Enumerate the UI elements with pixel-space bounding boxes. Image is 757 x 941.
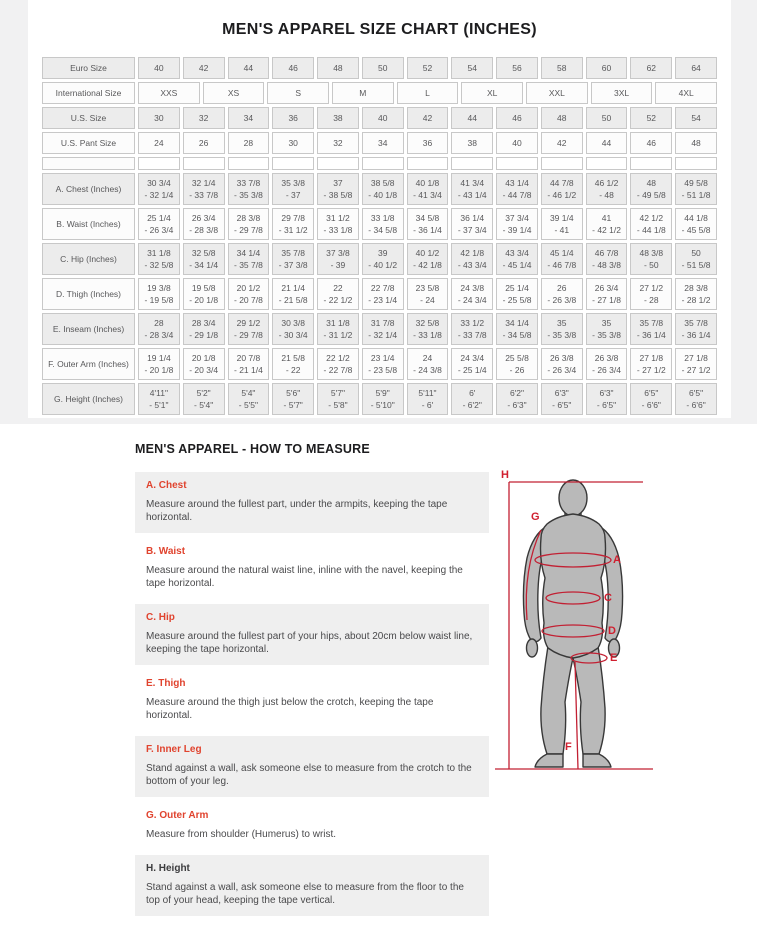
size-chart-row xyxy=(42,82,717,104)
size-cell: 40 xyxy=(138,57,180,79)
row-label: U.S. Size xyxy=(42,107,135,129)
body-figure-svg xyxy=(491,468,659,786)
size-cell: 24 3/4 - 25 1/4 xyxy=(451,348,493,380)
size-chart-row xyxy=(42,132,717,154)
size-cell: 44 xyxy=(586,132,628,154)
size-cell: 19 1/4 - 20 1/8 xyxy=(138,348,180,380)
size-cell: 44 7/8 - 46 1/2 xyxy=(541,173,583,205)
size-chart-panel xyxy=(28,0,731,418)
measure-item-text: Measure around the natural waist line, inline with the navel, keeping the tape horizontal. xyxy=(146,565,463,589)
size-cell: M xyxy=(332,82,394,104)
size-cell: 6'2" - 6'3" xyxy=(496,383,538,415)
size-cell: 33 1/2 - 33 7/8 xyxy=(451,313,493,345)
measure-item-text: Measure around the thigh just below the crotch, keeping the tape horizontal. xyxy=(146,697,434,721)
diagram-label-thigh: E xyxy=(610,652,618,664)
size-cell: XS xyxy=(203,82,265,104)
size-select-box[interactable] xyxy=(362,157,404,170)
size-cell: 31 7/8 - 32 1/4 xyxy=(362,313,404,345)
size-cell: 39 - 40 1/2 xyxy=(362,243,404,275)
size-cell: 35 - 35 3/8 xyxy=(541,313,583,345)
size-chart-section xyxy=(0,0,757,424)
row-label: U.S. Pant Size xyxy=(42,132,135,154)
size-cell: 25 1/4 - 26 3/4 xyxy=(138,208,180,240)
size-cell: 42 xyxy=(541,132,583,154)
size-cell: XXS xyxy=(138,82,200,104)
size-cell: 48 xyxy=(317,57,359,79)
measure-item xyxy=(135,472,489,533)
size-cell: 29 7/8 - 31 1/2 xyxy=(272,208,314,240)
size-cell: 34 xyxy=(362,132,404,154)
size-cell: 5'11" - 6' xyxy=(407,383,449,415)
row-label: C. Hip (Inches) xyxy=(42,243,135,275)
measure-item-heading: B. Waist xyxy=(146,546,186,557)
size-cell: 42 xyxy=(407,107,449,129)
size-chart-row xyxy=(42,243,717,275)
size-cell: 6'3" - 6'5" xyxy=(541,383,583,415)
size-chart-row xyxy=(42,383,717,415)
measure-item xyxy=(135,670,489,731)
size-cell: 26 3/8 - 26 3/4 xyxy=(586,348,628,380)
size-cell: 34 1/4 - 34 5/8 xyxy=(496,313,538,345)
size-cell: 26 3/4 - 28 3/8 xyxy=(183,208,225,240)
size-cell: 5'2" - 5'4" xyxy=(183,383,225,415)
size-chart-row xyxy=(42,173,717,205)
measure-item-text: Measure around the fullest part, under the armpits, keeping the tape horizontal. xyxy=(146,499,448,523)
measure-item-text: Stand against a wall, ask someone else to measure from the crotch to the bottom of your leg. xyxy=(146,763,472,787)
size-cell: 28 3/8 - 28 1/2 xyxy=(675,278,717,310)
size-cell: 48 3/8 - 50 xyxy=(630,243,672,275)
size-cell: 28 xyxy=(228,132,270,154)
size-cell: 40 1/8 - 41 3/4 xyxy=(407,173,449,205)
size-cell: 50 xyxy=(362,57,404,79)
size-cell: 33 1/8 - 34 5/8 xyxy=(362,208,404,240)
size-cell: 5'4" - 5'5" xyxy=(228,383,270,415)
size-cell: 35 7/8 - 36 1/4 xyxy=(630,313,672,345)
size-cell: 41 - 42 1/2 xyxy=(586,208,628,240)
size-cell: 6' - 6'2" xyxy=(451,383,493,415)
size-chart-row xyxy=(42,313,717,345)
size-cell: 26 xyxy=(183,132,225,154)
size-cell: 37 3/4 - 39 1/4 xyxy=(496,208,538,240)
size-cell: 62 xyxy=(630,57,672,79)
measure-item-heading: E. Thigh xyxy=(146,678,186,689)
size-chart-row xyxy=(42,278,717,310)
measure-item-text: Measure around the fullest part of your hips, about 20cm below waist line, keeping the tape horizontal. xyxy=(146,631,473,655)
figure-left-leg xyxy=(541,646,573,754)
size-cell: S xyxy=(267,82,329,104)
size-cell: L xyxy=(397,82,459,104)
size-cell: 52 xyxy=(407,57,449,79)
size-cell: 37 - 38 5/8 xyxy=(317,173,359,205)
measure-instructions-list xyxy=(135,472,489,921)
size-select-box[interactable] xyxy=(496,157,538,170)
size-cell: 49 5/8 - 51 1/8 xyxy=(675,173,717,205)
size-cell: 38 xyxy=(317,107,359,129)
size-cell: XXL xyxy=(526,82,588,104)
size-cell: 46 xyxy=(630,132,672,154)
row-label: International Size xyxy=(42,82,135,104)
row-label: F. Outer Arm (Inches) xyxy=(42,348,135,380)
row-label: G. Height (Inches) xyxy=(42,383,135,415)
row-label: E. Inseam (Inches) xyxy=(42,313,135,345)
size-cell: 56 xyxy=(496,57,538,79)
size-cell: 28 3/8 - 29 7/8 xyxy=(228,208,270,240)
size-cell: 34 5/8 - 36 1/4 xyxy=(407,208,449,240)
size-cell: 36 xyxy=(272,107,314,129)
size-chart-row xyxy=(42,208,717,240)
size-cell: 23 1/4 - 23 5/8 xyxy=(362,348,404,380)
figure-head xyxy=(559,480,587,516)
size-cell: 6'5" - 6'6" xyxy=(675,383,717,415)
measure-item-heading: G. Outer Arm xyxy=(146,810,209,821)
size-cell: 60 xyxy=(586,57,628,79)
size-cell: 48 xyxy=(675,132,717,154)
size-cell: 3XL xyxy=(591,82,653,104)
size-cell: 48 - 49 5/8 xyxy=(630,173,672,205)
measure-item-text: Stand against a wall, ask someone else to measure from the floor to the top of your head, keeping the tape vertical. xyxy=(146,882,464,906)
size-cell: 5'7" - 5'8" xyxy=(317,383,359,415)
size-cell: 43 1/4 - 44 7/8 xyxy=(496,173,538,205)
size-cell: 31 1/8 - 32 5/8 xyxy=(138,243,180,275)
page-title: MEN'S APPAREL SIZE CHART (INCHES) xyxy=(222,21,537,38)
diagram-label-outer-arm: G xyxy=(531,511,540,523)
measure-item-heading: A. Chest xyxy=(146,480,187,491)
measure-item-heading: H. Height xyxy=(146,863,190,874)
measure-item xyxy=(135,855,489,916)
size-select-box[interactable] xyxy=(183,157,225,170)
size-cell: 28 - 28 3/4 xyxy=(138,313,180,345)
size-select-box[interactable] xyxy=(407,157,449,170)
size-cell: 38 xyxy=(451,132,493,154)
size-cell: 19 3/8 - 19 5/8 xyxy=(138,278,180,310)
size-cell: 22 - 22 1/2 xyxy=(317,278,359,310)
size-chart-table xyxy=(42,57,717,415)
size-cell: 40 1/2 - 42 1/8 xyxy=(407,243,449,275)
size-cell: 24 3/8 - 24 3/4 xyxy=(451,278,493,310)
how-to-measure-title: MEN'S APPAREL - HOW TO MEASURE xyxy=(135,442,370,456)
size-cell: 5'9" - 5'10" xyxy=(362,383,404,415)
size-cell: 32 1/4 - 33 7/8 xyxy=(183,173,225,205)
size-cell: 21 1/4 - 21 5/8 xyxy=(272,278,314,310)
size-cell: 35 - 35 3/8 xyxy=(586,313,628,345)
size-cell: 36 1/4 - 37 3/4 xyxy=(451,208,493,240)
diagram-label-chest: A xyxy=(613,554,621,566)
size-cell: 38 5/8 - 40 1/8 xyxy=(362,173,404,205)
size-cell: 32 5/8 - 33 1/8 xyxy=(407,313,449,345)
size-cell: 27 1/8 - 27 1/2 xyxy=(675,348,717,380)
size-cell: 42 1/2 - 44 1/8 xyxy=(630,208,672,240)
size-cell: 26 - 26 3/8 xyxy=(541,278,583,310)
size-cell: 58 xyxy=(541,57,583,79)
size-cell: 52 xyxy=(630,107,672,129)
size-cell: 54 xyxy=(451,57,493,79)
size-cell: 40 xyxy=(362,107,404,129)
size-cell: 29 1/2 - 29 7/8 xyxy=(228,313,270,345)
size-cell: 36 xyxy=(407,132,449,154)
size-cell: 20 1/2 - 20 7/8 xyxy=(228,278,270,310)
size-cell: 50 - 51 5/8 xyxy=(675,243,717,275)
size-cell: 40 xyxy=(496,132,538,154)
size-cell: 6'5" - 6'6" xyxy=(630,383,672,415)
measure-item-text: Measure from shoulder (Humerus) to wrist. xyxy=(146,829,337,840)
measure-item xyxy=(135,736,489,797)
size-cell: 31 1/2 - 33 1/8 xyxy=(317,208,359,240)
size-cell: 46 1/2 - 48 xyxy=(586,173,628,205)
size-cell: 44 xyxy=(451,107,493,129)
size-cell: 48 xyxy=(541,107,583,129)
size-cell: 20 1/8 - 20 3/4 xyxy=(183,348,225,380)
size-cell: XL xyxy=(461,82,523,104)
size-cell: 34 xyxy=(228,107,270,129)
diagram-label-waist: C xyxy=(604,592,612,604)
figure-right-foot xyxy=(583,754,611,767)
size-select-box[interactable] xyxy=(541,157,583,170)
measure-item xyxy=(135,604,489,665)
size-cell: 39 1/4 - 41 xyxy=(541,208,583,240)
size-cell: 35 3/8 - 37 xyxy=(272,173,314,205)
size-select-box[interactable] xyxy=(630,157,672,170)
size-cell: 34 1/4 - 35 7/8 xyxy=(228,243,270,275)
size-cell: 24 xyxy=(138,132,180,154)
size-cell: 27 1/8 - 27 1/2 xyxy=(630,348,672,380)
size-cell: 24 - 24 3/8 xyxy=(407,348,449,380)
size-cell: 43 3/4 - 45 1/4 xyxy=(496,243,538,275)
size-cell: 5'6" - 5'7" xyxy=(272,383,314,415)
size-select-box[interactable] xyxy=(451,157,493,170)
diagram-label-height: H xyxy=(501,469,509,481)
measure-item-heading: F. Inner Leg xyxy=(146,744,202,755)
size-cell: 20 7/8 - 21 1/4 xyxy=(228,348,270,380)
size-cell: 44 xyxy=(228,57,270,79)
size-cell: 27 1/2 - 28 xyxy=(630,278,672,310)
diagram-label-inner-leg: F xyxy=(565,741,572,753)
how-to-measure-section xyxy=(0,424,757,941)
size-select-box[interactable] xyxy=(228,157,270,170)
size-cell: 46 7/8 - 48 3/8 xyxy=(586,243,628,275)
size-cell: 50 xyxy=(586,107,628,129)
row-label xyxy=(42,157,135,170)
size-select-box[interactable] xyxy=(272,157,314,170)
size-cell: 21 5/8 - 22 xyxy=(272,348,314,380)
size-cell: 45 1/4 - 46 7/8 xyxy=(541,243,583,275)
size-chart-row xyxy=(42,107,717,129)
size-select-box[interactable] xyxy=(586,157,628,170)
measure-item xyxy=(135,802,489,850)
size-chart-row xyxy=(42,348,717,380)
size-cell: 35 7/8 - 37 3/8 xyxy=(272,243,314,275)
size-cell: 31 1/8 - 31 1/2 xyxy=(317,313,359,345)
row-label: Euro Size xyxy=(42,57,135,79)
size-chart-row xyxy=(42,57,717,79)
size-cell: 32 5/8 - 34 1/4 xyxy=(183,243,225,275)
size-cell: 46 xyxy=(272,57,314,79)
size-cell: 54 xyxy=(675,107,717,129)
size-cell: 22 1/2 - 22 7/8 xyxy=(317,348,359,380)
size-chart-row xyxy=(42,157,717,170)
size-cell: 25 1/4 - 25 5/8 xyxy=(496,278,538,310)
diagram-label-hip: D xyxy=(608,625,616,637)
size-cell: 4XL xyxy=(655,82,717,104)
size-cell: 30 3/8 - 30 3/4 xyxy=(272,313,314,345)
size-cell: 30 xyxy=(272,132,314,154)
size-cell: 26 3/4 - 27 1/8 xyxy=(586,278,628,310)
size-cell: 26 3/8 - 26 3/4 xyxy=(541,348,583,380)
size-cell: 42 xyxy=(183,57,225,79)
human-silhouette xyxy=(523,480,622,767)
row-label: A. Chest (Inches) xyxy=(42,173,135,205)
size-cell: 19 5/8 - 20 1/8 xyxy=(183,278,225,310)
size-cell: 42 1/8 - 43 3/4 xyxy=(451,243,493,275)
size-cell: 28 3/4 - 29 1/8 xyxy=(183,313,225,345)
size-cell: 35 7/8 - 36 1/4 xyxy=(675,313,717,345)
measure-item-heading: C. Hip xyxy=(146,612,175,623)
size-cell: 41 3/4 - 43 1/4 xyxy=(451,173,493,205)
size-cell: 6'3" - 6'5" xyxy=(586,383,628,415)
size-select-box[interactable] xyxy=(675,157,717,170)
size-cell: 64 xyxy=(675,57,717,79)
size-cell: 23 5/8 - 24 xyxy=(407,278,449,310)
row-label: D. Thigh (Inches) xyxy=(42,278,135,310)
size-cell: 33 7/8 - 35 3/8 xyxy=(228,173,270,205)
row-label: B. Waist (Inches) xyxy=(42,208,135,240)
size-cell: 30 xyxy=(138,107,180,129)
size-select-box[interactable] xyxy=(317,157,359,170)
size-cell: 46 xyxy=(496,107,538,129)
size-cell: 4'11" - 5'1" xyxy=(138,383,180,415)
size-cell: 32 xyxy=(317,132,359,154)
size-cell: 44 1/8 - 45 5/8 xyxy=(675,208,717,240)
size-cell: 32 xyxy=(183,107,225,129)
size-cell: 30 3/4 - 32 1/4 xyxy=(138,173,180,205)
body-measurement-diagram xyxy=(491,468,659,791)
figure-left-hand xyxy=(527,639,538,657)
figure-left-foot xyxy=(535,754,563,767)
size-cell: 22 7/8 - 23 1/4 xyxy=(362,278,404,310)
size-cell: 37 3/8 - 39 xyxy=(317,243,359,275)
measure-item xyxy=(135,538,489,599)
size-select-box[interactable] xyxy=(138,157,180,170)
size-cell: 25 5/8 - 26 xyxy=(496,348,538,380)
